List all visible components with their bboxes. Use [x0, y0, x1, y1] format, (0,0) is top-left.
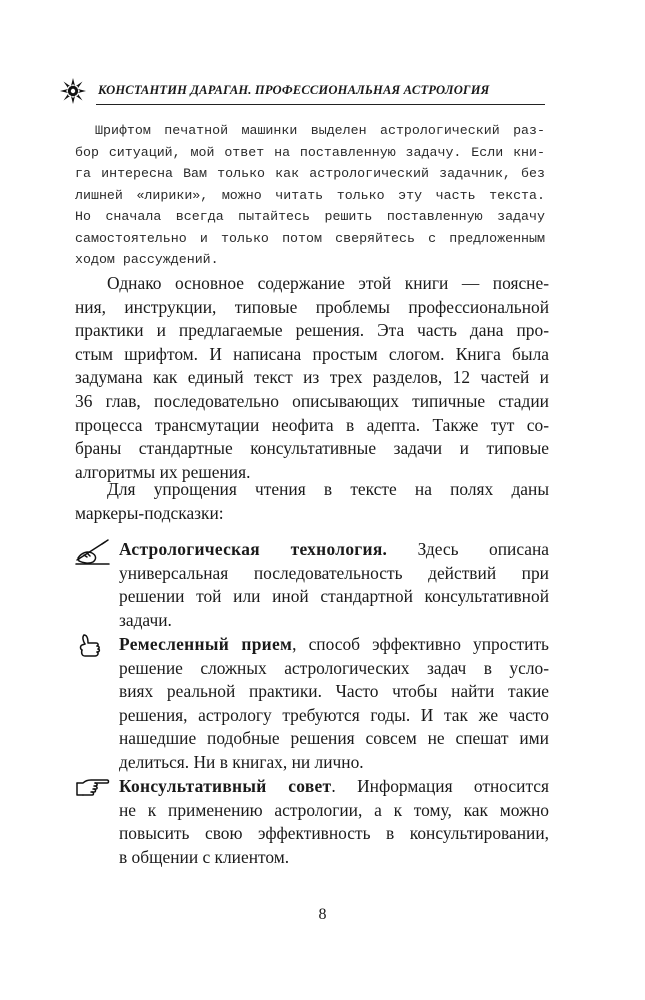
note-line: лишней «лирики», можно читать только эту часть текста.: [75, 187, 545, 203]
marker-line: нашедшие подобные решения совсем не спешат ими: [119, 728, 549, 749]
note-line: га интересна Вам только как астрологический задачник, без: [75, 166, 545, 181]
note-line: бор ситуаций, мой ответ на поставленную задачу. Если кни-: [75, 144, 545, 160]
running-header: [60, 78, 545, 108]
page-number: 8: [318, 906, 327, 923]
marker-line: задачи.: [119, 609, 172, 630]
paragraph-line: процесса трансмутации неофита в адепта. Также тут со-: [75, 414, 549, 435]
marker-line: [119, 538, 549, 562]
marker-line: [119, 775, 549, 799]
marker-line: решения, астрологу требуются годы. И так же часто: [119, 704, 549, 725]
note-line: Шрифтом печатной машинки выделен астрологический раз-: [95, 123, 545, 138]
paragraph-line: алгоритмы их решения.: [75, 461, 251, 482]
marker-line: решение сложных астрологических задач в усло-: [119, 657, 549, 678]
note-line: самостоятельно и только потом сверяйтесь с предложенным: [75, 230, 545, 246]
marker-line: решении той или иной стандартной консультативной: [119, 586, 549, 607]
marker-line: не к применению астрологии, а к тому, как можно: [119, 799, 549, 820]
marker-term: Астрологическая технология.: [119, 539, 388, 559]
marker-line: делиться. Ни в книгах, ни лично.: [119, 751, 364, 772]
marker-line: повысить свою эффективность в консультировании,: [119, 823, 549, 844]
marker-line: в общении с клиентом.: [119, 846, 290, 867]
note-line: Но сначала всегда пытайтесь решить поставленную задачу: [75, 209, 545, 224]
pointing-hand-icon: [75, 775, 111, 803]
main-paragraph: [75, 272, 549, 484]
header-title: КОНСТАНТИН ДАРАГАН. ПРОФЕССИОНАЛЬНАЯ АСТРОЛОГИЯ: [98, 83, 490, 97]
note-line: ходом рассуждений.: [75, 252, 219, 267]
paragraph-line: стым шрифтом. И написана простым слогом. Книга была: [75, 343, 549, 364]
marker-line: [119, 633, 549, 657]
paragraph-line: Для упрощения чтения в тексте на полях даны: [107, 479, 549, 499]
markers-intro: [75, 478, 549, 525]
marker-term: Ремесленный прием: [119, 634, 293, 654]
marker-first-line: , способ эффективно упростить: [292, 634, 549, 654]
thumbs-up-icon: [75, 633, 111, 661]
paragraph-line: практики и предлагаемые решения. Эта часть дана про-: [75, 320, 549, 341]
typewriter-note: [75, 120, 545, 271]
paragraph-line: Однако основное содержание этой книги — поясне-: [107, 273, 549, 293]
header-divider: [96, 104, 545, 105]
sun-emblem-icon: [60, 78, 86, 104]
marker-first-line: Здесь описана: [417, 539, 549, 559]
marker-first-line: . Информация относится: [331, 776, 549, 796]
paragraph-line: задумана как единый текст из трех разделов, 12 частей и: [75, 367, 549, 388]
paragraph-line: ния, инструкции, типовые проблемы профессиональной: [75, 296, 549, 317]
marker-line: универсальная последовательность действий при: [119, 562, 549, 583]
marker-term: Консультативный совет: [119, 776, 332, 796]
paragraph-line: 36 глав, последовательно описывающих типичные стадии: [75, 390, 549, 411]
marker-line: виях реальной практики. Часто чтобы найти такие: [119, 681, 549, 702]
paragraph-line: браны стандартные консультативные задачи и типовые: [75, 438, 549, 459]
writing-hand-icon: [75, 538, 111, 566]
paragraph-line: маркеры-подсказки:: [75, 502, 224, 523]
